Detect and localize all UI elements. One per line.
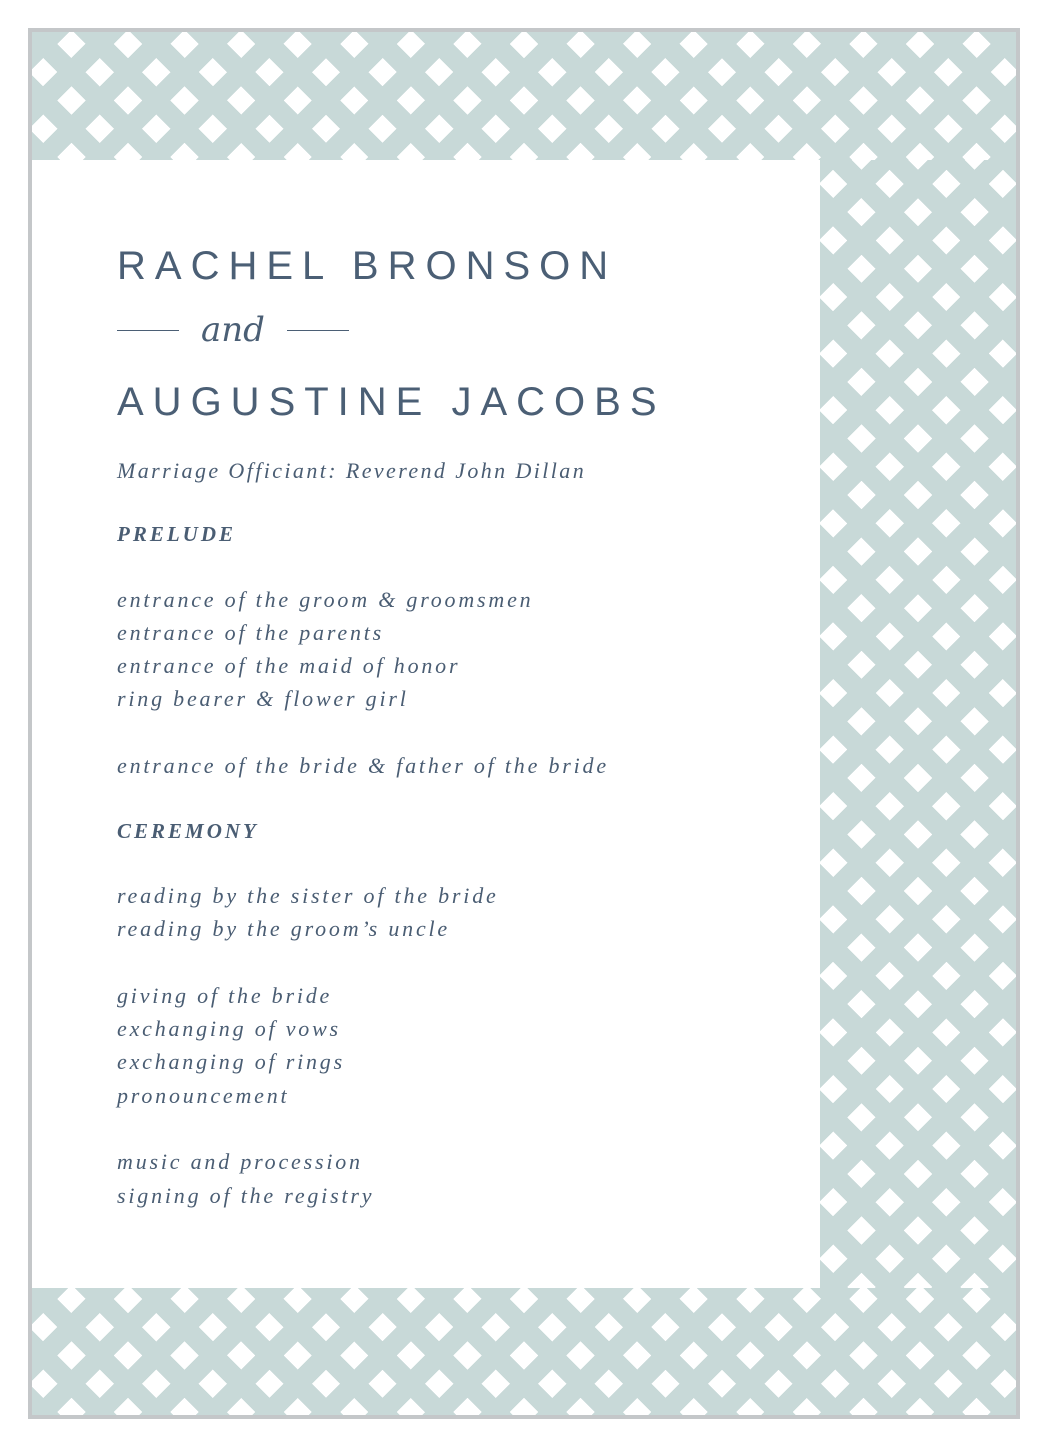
program-item: giving of the bride — [117, 982, 333, 1008]
program-item: entrance of the groom & groomsmen — [117, 586, 534, 612]
prelude-title: PRELUDE — [117, 522, 237, 547]
program-item: exchanging of vows — [117, 1016, 341, 1042]
program-item: exchanging of rings — [117, 1049, 345, 1075]
program-item: music and procession — [117, 1149, 363, 1175]
chevron-pattern-top — [32, 32, 1016, 160]
program-item: pronouncement — [117, 1082, 290, 1108]
program-item: entrance of the parents — [117, 619, 385, 645]
groom-name: AUGUSTINE JACOBS — [117, 380, 666, 424]
program-item: ring bearer & flower girl — [117, 686, 409, 712]
and-rule-right — [287, 330, 349, 331]
officiant-line: Marriage Officiant: Reverend John Dillan — [117, 458, 587, 483]
and-divider — [117, 310, 807, 350]
bride-name: RACHEL BRONSON — [117, 244, 618, 288]
chevron-pattern-right — [820, 160, 1016, 1288]
wedding-program-card — [28, 28, 1020, 1419]
program-item: signing of the registry — [117, 1182, 375, 1208]
program-item: reading by the sister of the bride — [117, 882, 499, 908]
and-rule-left — [117, 330, 179, 331]
chevron-pattern-bottom — [32, 1288, 1016, 1415]
program-item: reading by the groom’s uncle — [117, 916, 450, 942]
program-item: entrance of the bride & father of the bride — [117, 753, 609, 779]
ceremony-title: CEREMONY — [117, 818, 259, 843]
program-item: entrance of the maid of honor — [117, 653, 461, 679]
program-content — [117, 242, 807, 1212]
and-word: and — [201, 310, 265, 350]
